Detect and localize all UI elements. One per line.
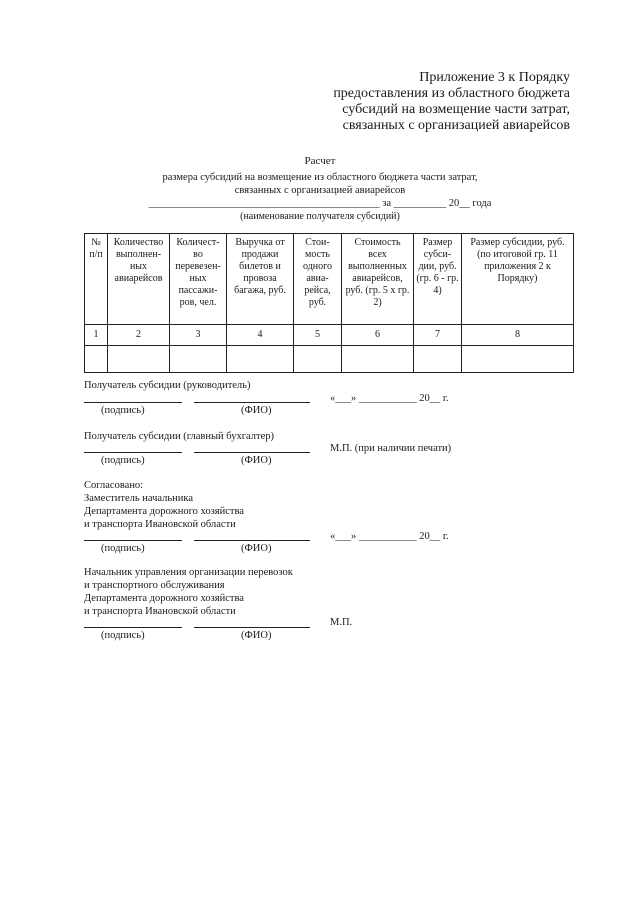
period-fill-line: ____________________________________________ за __________ 20__ года (148, 198, 492, 209)
column-number: 5 (294, 325, 342, 346)
date-fill: «___» ___________ 20__ г. (330, 531, 449, 542)
fio-caption: (ФИО) (241, 405, 272, 416)
stamp-optional-label: М.П. (при наличии печати) (330, 443, 452, 454)
chief-title-line: Департамента дорожного хозяйства (84, 593, 244, 604)
appendix-line: связанных с организацией авиарейсов (342, 118, 570, 133)
empty-cell[interactable] (462, 346, 574, 373)
recipient-note: (наименование получателя субсидий) (240, 211, 400, 222)
empty-cell[interactable] (294, 346, 342, 373)
chief-title-line: Начальник управления организации перевозок (84, 567, 293, 578)
deputy-title-line: Заместитель начальника (84, 493, 194, 504)
table-header-cell: Стоимость всех выполненных авиарейсов, руб. (гр. 5 х гр. 2) (342, 234, 414, 325)
date-fill: «___» ___________ 20__ г. (330, 393, 449, 404)
column-number: 6 (342, 325, 414, 346)
fio-line (194, 402, 310, 403)
head-signatory-label: Получатель субсидии (руководитель) (84, 380, 251, 391)
column-number: 1 (85, 325, 108, 346)
column-number: 8 (462, 325, 574, 346)
signature-caption: (подпись) (101, 630, 145, 641)
document-subtitle-line1: размера субсидий на возмещение из областного бюджета части затрат, (162, 172, 478, 183)
empty-cell[interactable] (170, 346, 227, 373)
fio-line (194, 627, 310, 628)
deputy-title-line: Департамента дорожного хозяйства (84, 506, 244, 517)
table-header-cell: № п/п (85, 234, 108, 325)
empty-cell[interactable] (227, 346, 294, 373)
empty-cell[interactable] (85, 346, 108, 373)
table-header-cell: Размер субсидии, руб. (по итоговой гр. 11 приложения 2 к Порядку) (462, 234, 574, 325)
table-header-cell: Размер субси-дии, руб. (гр. 6 - гр. 4) (414, 234, 462, 325)
column-number: 2 (108, 325, 170, 346)
empty-cell[interactable] (342, 346, 414, 373)
table-header-cell: Стои-мость одного авиа-рейса, руб. (294, 234, 342, 325)
column-number: 4 (227, 325, 294, 346)
chief-title-line: и транспортного обслуживания (84, 580, 225, 591)
signature-line (84, 452, 182, 453)
table-empty-row (85, 346, 574, 373)
column-number: 3 (170, 325, 227, 346)
signature-line (84, 627, 182, 628)
table-header-cell: Количест-во перевезен-ных пассажи-ров, чел. (170, 234, 227, 325)
appendix-line: Приложение 3 к Порядку (419, 70, 570, 85)
signature-caption: (подпись) (101, 543, 145, 554)
fio-caption: (ФИО) (241, 543, 272, 554)
calculation-table (84, 233, 574, 373)
appendix-line: субсидий на возмещение части затрат, (342, 102, 570, 117)
fio-line (194, 452, 310, 453)
empty-cell[interactable] (414, 346, 462, 373)
approved-label: Согласовано: (84, 480, 144, 491)
stamp-label: М.П. (330, 617, 353, 628)
deputy-title-line: и транспорта Ивановской области (84, 519, 236, 530)
fio-caption: (ФИО) (241, 455, 272, 466)
document-title: Расчет (304, 155, 336, 167)
signature-line (84, 540, 182, 541)
signature-caption: (подпись) (101, 455, 145, 466)
document-subtitle-line2: связанных с организацией авиарейсов (234, 185, 406, 196)
table-number-row (85, 325, 574, 346)
fio-line (194, 540, 310, 541)
column-number: 7 (414, 325, 462, 346)
table-header-cell: Выручка от продажи билетов и провоза багажа, руб. (227, 234, 294, 325)
chief-title-line: и транспорта Ивановской области (84, 606, 236, 617)
signature-line (84, 402, 182, 403)
empty-cell[interactable] (108, 346, 170, 373)
signature-caption: (подпись) (101, 405, 145, 416)
table-header-row (85, 234, 574, 325)
appendix-header (333, 70, 570, 134)
accountant-signatory-label: Получатель субсидии (главный бухгалтер) (84, 431, 274, 442)
fio-caption: (ФИО) (241, 630, 272, 641)
table-header-cell: Количество выполнен-ных авиарейсов (108, 234, 170, 325)
appendix-line: предоставления из областного бюджета (333, 86, 570, 101)
